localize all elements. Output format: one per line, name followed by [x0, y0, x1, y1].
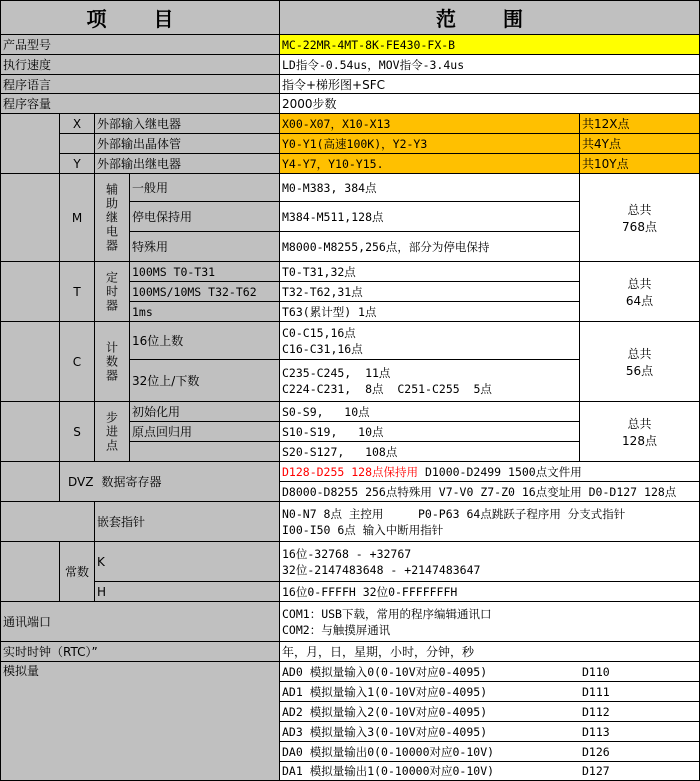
y-range: Y4-Y7，Y10-Y15. — [280, 154, 580, 174]
x-total: 共12X点 — [580, 114, 700, 134]
t-item-2-label: 1ms — [130, 302, 280, 322]
m-total: 总共 768点 — [580, 174, 700, 262]
m-item-2-label: 特殊用 — [130, 232, 280, 262]
analog-4-reg: D126 — [582, 744, 610, 759]
analog-row-3 — [280, 722, 700, 742]
c-item-0-range2: C16-C31,16点 — [282, 341, 363, 356]
m-item-1-label: 停电保持用 — [130, 202, 280, 232]
analog-row-2 — [280, 702, 700, 722]
header-item: 项 目 — [0, 0, 280, 35]
io-blank — [0, 114, 60, 174]
analog-3-reg: D113 — [582, 724, 610, 739]
pointer-label: 嵌套指针 — [95, 502, 280, 542]
analog-5-name: DA1 模拟量输出1(0-10000对应0-10V) — [282, 764, 495, 778]
t-blank — [0, 262, 60, 322]
const-h-line1: 16位0-FFFFH 32位0-FFFFFFFH — [280, 582, 700, 602]
m-group: 辅助继电器 — [95, 174, 130, 262]
c-group: 计数器 — [95, 322, 130, 402]
s-code: S — [60, 402, 95, 462]
c-item-1-range1: C235-C245, 11点 — [282, 365, 391, 380]
dvz-line1-red: D128-D255 128点保持用 — [282, 464, 419, 479]
t-item-1-label: 100MS/10MS T32-T62 — [130, 282, 280, 302]
capacity-value: 2000步数 — [280, 94, 700, 114]
c-item-1-label: 32位上/下数 — [130, 360, 280, 402]
m-item-2-range: M8000-M8255,256点，部分为停电保持 — [280, 232, 580, 262]
pointer-line2: I00-I50 6点 输入中断用指针 — [282, 522, 444, 537]
s-group: 步进点 — [95, 402, 130, 462]
t-code: T — [60, 262, 95, 322]
dvz-labels — [60, 462, 280, 502]
c-item-1-range — [280, 360, 580, 402]
const-k-code: K — [95, 542, 280, 582]
c-item-0-range1: C0-C15,16点 — [282, 325, 356, 340]
comm-label: 通讯端口 — [0, 602, 280, 642]
y-label: 外部输出继电器 — [95, 154, 280, 174]
x-code: X — [60, 114, 95, 134]
analog-5-reg: D127 — [582, 764, 610, 778]
comm-line1: COM1：USB下载，常用的程序编辑通讯口 — [282, 606, 492, 621]
m-item-0-range: M0-M383, 384点 — [280, 174, 580, 202]
s-item-2-range: S20-S127, 108点 — [280, 442, 580, 462]
t-group: 定时器 — [95, 262, 130, 322]
analog-row-1 — [280, 682, 700, 702]
pointer-line1: N0-N7 8点 主控用 P0-P63 64点跳跃子程序用 分支式指针 — [282, 506, 626, 521]
speed-label: 执行速度 — [0, 55, 280, 75]
t-item-1-range: T32-T62,31点 — [280, 282, 580, 302]
c-item-1-range2: C224-C231, 8点 C251-C255 5点 — [282, 381, 492, 396]
analog-1-name: AD1 模拟量输入1(0-10V对应0-4095) — [282, 684, 488, 699]
header-range: 范 围 — [280, 0, 700, 35]
m-code: M — [60, 174, 95, 262]
pointer-value — [280, 502, 700, 542]
t-item-0-range: T0-T31,32点 — [280, 262, 580, 282]
dvz-line2: D8000-D8255 256点特殊用 V7-V0 Z7-Z0 16点变址用 D0-D127 128点 — [280, 482, 700, 502]
c-total: 总共 56点 — [580, 322, 700, 402]
analog-label: 模拟量 — [0, 662, 280, 781]
analog-1-reg: D111 — [582, 684, 610, 699]
t-item-0-label: 100MS T0-T31 — [130, 262, 280, 282]
const-label: 常数 — [60, 542, 95, 602]
analog-row-0 — [280, 662, 700, 682]
comm-line2: COM2：与触摸屏通讯 — [282, 622, 391, 637]
analog-row-4 — [280, 742, 700, 762]
rtc-label: 实时时钟（RTC）” — [0, 642, 280, 662]
comm-value — [280, 602, 700, 642]
lang-value: 指令+梯形图+SFC — [280, 75, 700, 94]
analog-row-5 — [280, 762, 700, 781]
y1-label: 外部输出晶体管 — [95, 134, 280, 154]
const-blank — [0, 542, 60, 602]
s-item-0-label: 初始化用 — [130, 402, 280, 422]
s-item-1-range: S10-S19, 10点 — [280, 422, 580, 442]
x-label: 外部输入继电器 — [95, 114, 280, 134]
const-k-value — [280, 542, 700, 582]
s-item-2-label — [130, 442, 280, 462]
analog-2-name: AD2 模拟量输入2(0-10V对应0-4095) — [282, 704, 488, 719]
const-k-line2: 32位-2147483648 - +2147483647 — [282, 562, 481, 577]
lang-label: 程序语言 — [0, 75, 280, 94]
dvz-code: DVZ — [68, 474, 94, 489]
m-item-1-range: M384-M511,128点 — [280, 202, 580, 232]
dvz-label: 数据寄存器 — [101, 475, 162, 489]
s-item-0-range: S0-S9, 10点 — [280, 402, 580, 422]
model-value: MC-22MR-4MT-8K-FE430-FX-B — [280, 35, 700, 55]
y1-total: 共4Y点 — [580, 134, 700, 154]
c-blank — [0, 322, 60, 402]
analog-0-name: AD0 模拟量输入0(0-10V对应0-4095) — [282, 664, 488, 679]
rtc-value: 年，月，日，星期，小时，分钟，秒 — [280, 642, 700, 662]
c-code: C — [60, 322, 95, 402]
m-item-0-label: 一般用 — [130, 174, 280, 202]
capacity-label: 程序容量 — [0, 94, 280, 114]
dvz-line1 — [280, 462, 700, 482]
analog-3-name: AD3 模拟量输入3(0-10V对应0-4095) — [282, 724, 488, 739]
x-range: X00-X07，X10-X13 — [280, 114, 580, 134]
pointer-blank — [0, 502, 95, 542]
dvz-line1-rest: D1000-D2499 1500点文件用 — [418, 464, 582, 479]
analog-0-reg: D110 — [582, 664, 610, 679]
c-item-0-label: 16位上数 — [130, 322, 280, 360]
dvz-blank — [0, 462, 60, 502]
y1-range: Y0-Y1(高速100K)，Y2-Y3 — [280, 134, 580, 154]
m-blank — [0, 174, 60, 262]
analog-2-reg: D112 — [582, 704, 610, 719]
s-total: 总共 128点 — [580, 402, 700, 462]
analog-4-name: DA0 模拟量输出0(0-10000对应0-10V) — [282, 744, 495, 759]
const-k-line1: 16位-32768 - +32767 — [282, 546, 412, 561]
speed-value: LD指令-0.54us，MOV指令-3.4us — [280, 55, 700, 75]
y-code: Y — [60, 154, 95, 174]
t-total: 总共 64点 — [580, 262, 700, 322]
y-total: 共10Y点 — [580, 154, 700, 174]
y1-code-blank — [60, 134, 95, 154]
s-item-1-label: 原点回归用 — [130, 422, 280, 442]
t-item-2-range: T63(累计型) 1点 — [280, 302, 580, 322]
const-h-code: H — [95, 582, 280, 602]
model-label: 产品型号 — [0, 35, 280, 55]
s-blank — [0, 402, 60, 462]
c-item-0-range — [280, 322, 580, 360]
